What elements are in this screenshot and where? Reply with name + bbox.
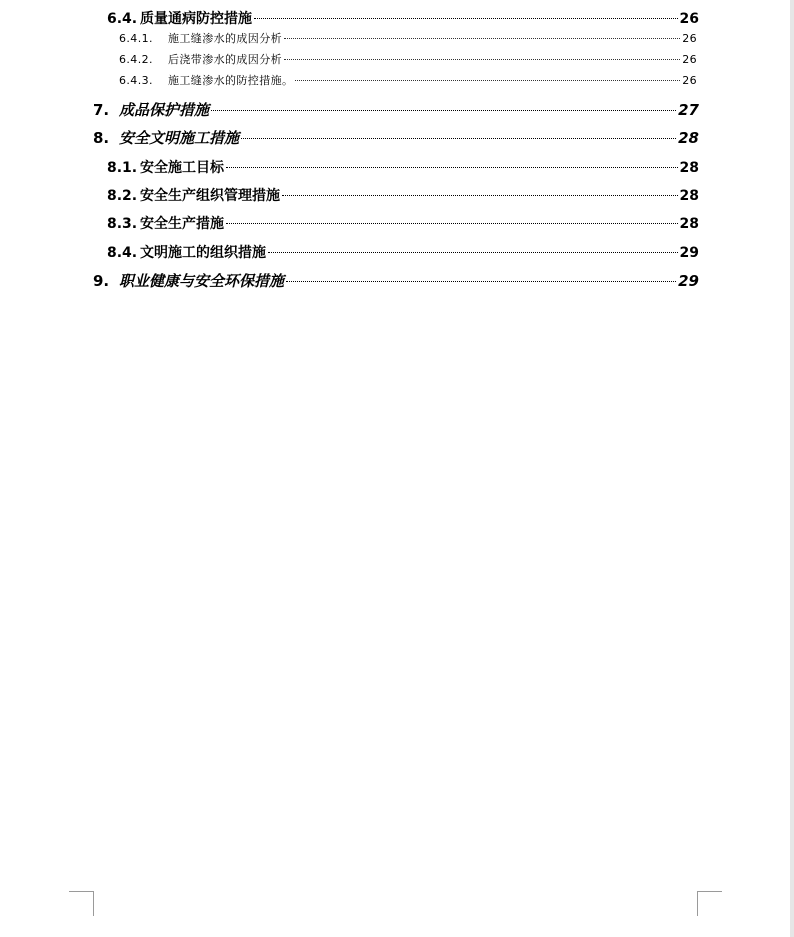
toc-page-number: 27 [678, 101, 699, 119]
toc-title: 施工缝渗水的防控措施。 [168, 74, 294, 87]
toc-number: 6.4. [107, 11, 138, 27]
toc-title: 职业健康与安全环保措施 [119, 272, 285, 290]
toc-page-number: 28 [679, 216, 699, 232]
toc-number: 6.4.3. [119, 74, 153, 87]
toc-page-number: 26 [682, 74, 697, 87]
toc-entry-8-2[interactable] [107, 185, 699, 205]
toc-title: 成品保护措施 [119, 101, 210, 119]
toc-number: 6.4.2. [119, 53, 153, 66]
toc-leader-dots [284, 38, 680, 39]
toc-number: 8.4. [107, 245, 138, 261]
toc-page-number: 28 [679, 160, 699, 176]
toc-page-number: 26 [679, 11, 699, 27]
crop-mark-bottom-left [69, 891, 94, 916]
toc-leader-dots [211, 110, 676, 111]
toc-page-number: 28 [679, 188, 699, 204]
toc-title: 施工缝渗水的成因分析 [168, 32, 282, 45]
toc-entry-8-4[interactable] [107, 242, 699, 262]
toc-leader-dots [284, 59, 680, 60]
toc-entry-6-4-3[interactable] [119, 72, 697, 88]
toc-leader-dots [282, 195, 678, 196]
toc-entry-6-4[interactable] [107, 8, 699, 28]
toc-page-number: 29 [679, 245, 699, 261]
toc-number: 8.3. [107, 216, 138, 232]
toc-entry-7[interactable] [93, 99, 699, 120]
toc-number: 8. [93, 129, 110, 147]
toc-title: 安全生产组织管理措施 [140, 188, 280, 204]
toc-page-number: 26 [682, 53, 697, 66]
toc-entry-8[interactable] [93, 127, 699, 148]
toc-number: 8.1. [107, 160, 138, 176]
toc-number: 6.4.1. [119, 32, 153, 45]
table-of-contents [0, 0, 794, 300]
toc-title: 安全生产措施 [140, 216, 224, 232]
toc-title: 后浇带渗水的成因分析 [168, 53, 282, 66]
toc-page-number: 26 [682, 32, 697, 45]
toc-number: 9. [93, 272, 110, 290]
crop-mark-bottom-right [697, 891, 722, 916]
toc-leader-dots [226, 223, 678, 224]
toc-page-number: 28 [678, 129, 699, 147]
toc-entry-6-4-1[interactable] [119, 30, 697, 46]
toc-number: 7. [93, 101, 110, 119]
toc-page-number: 29 [678, 272, 699, 290]
toc-entry-8-3[interactable] [107, 213, 699, 233]
toc-leader-dots [286, 281, 676, 282]
toc-title: 安全文明施工措施 [119, 129, 240, 147]
toc-title: 文明施工的组织措施 [140, 245, 266, 261]
toc-entry-6-4-2[interactable] [119, 51, 697, 67]
toc-leader-dots [254, 18, 678, 19]
toc-title: 安全施工目标 [140, 160, 224, 176]
toc-title: 质量通病防控措施 [140, 11, 252, 27]
toc-leader-dots [241, 138, 676, 139]
toc-number: 8.2. [107, 188, 138, 204]
toc-leader-dots [268, 252, 678, 253]
toc-leader-dots [226, 167, 678, 168]
toc-leader-dots [295, 80, 680, 81]
toc-entry-9[interactable] [93, 270, 699, 291]
toc-entry-8-1[interactable] [107, 157, 699, 177]
